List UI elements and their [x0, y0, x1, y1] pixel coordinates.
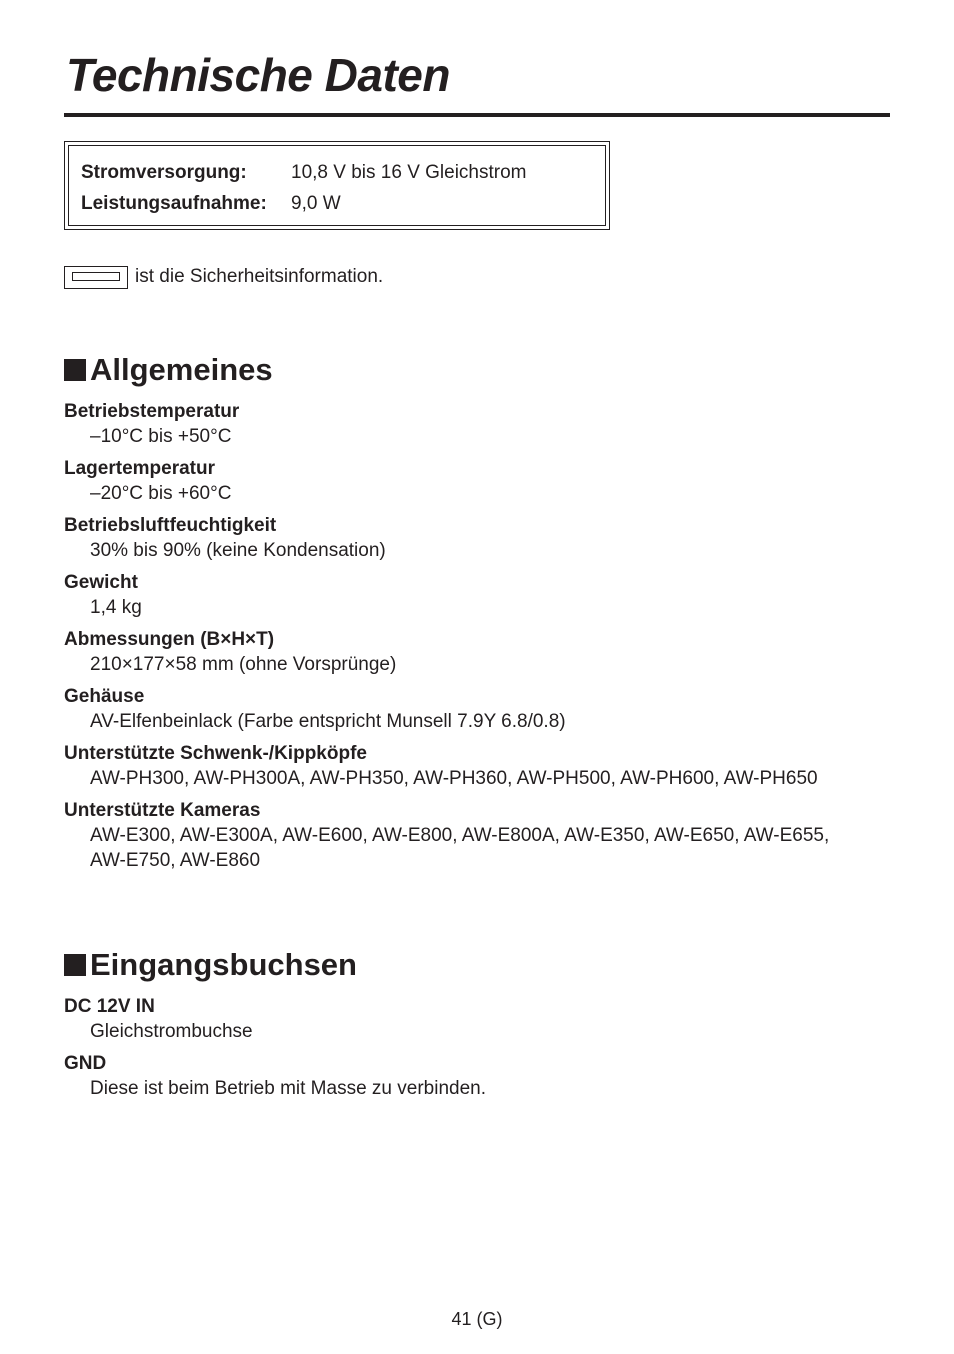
spec-row-power-supply	[81, 162, 527, 184]
page-title: Technische Daten	[66, 49, 450, 101]
spec-description: –10°C bis +50°C	[90, 426, 232, 447]
square-bullet-icon	[64, 954, 86, 976]
section-heading-text: Allgemeines	[90, 352, 273, 387]
safety-legend-text: ist die Sicherheitsinformation.	[135, 266, 384, 287]
square-bullet-icon	[64, 359, 86, 381]
spec-description: AW-E300, AW-E300A, AW-E600, AW-E800, AW-E800A, AW-E350, AW-E650, AW-E655,	[90, 825, 830, 846]
spec-term: GND	[64, 1053, 107, 1074]
spec-item	[64, 457, 904, 506]
spec-item	[64, 799, 904, 873]
spec-label: Leistungsaufnahme:	[81, 193, 267, 214]
spec-item	[64, 400, 904, 449]
spec-label: Stromversorgung:	[81, 162, 247, 183]
spec-term: Betriebstemperatur	[64, 401, 240, 422]
spec-item	[64, 1052, 904, 1101]
spec-description: Diese ist beim Betrieb mit Masse zu verbinden.	[90, 1078, 486, 1099]
spec-item	[64, 514, 904, 563]
spec-term: Abmessungen (B×H×T)	[64, 629, 275, 650]
section-heading-text: Eingangsbuchsen	[90, 947, 357, 982]
section-heading-general	[64, 352, 273, 388]
title-rule	[64, 113, 890, 117]
spec-value: 9,0 W	[291, 193, 341, 214]
spec-description: –20°C bis +60°C	[90, 483, 232, 504]
spec-description: 210×177×58 mm (ohne Vorsprünge)	[90, 654, 397, 675]
spec-term: Gehäuse	[64, 686, 145, 707]
safety-legend	[64, 264, 383, 290]
spec-description: 30% bis 90% (keine Kondensation)	[90, 540, 386, 561]
page-number: 41 (G)	[451, 1309, 503, 1329]
spec-row-power-consumption	[81, 193, 341, 215]
section-heading-inputs	[64, 947, 357, 983]
spec-description: AV-Elfenbeinlack (Farbe entspricht Munsell 7.9Y 6.8/0.8)	[90, 711, 566, 732]
spec-item	[64, 995, 904, 1044]
spec-item	[64, 571, 904, 620]
spec-description: Gleichstrombuchse	[90, 1021, 253, 1042]
spec-term: Unterstützte Schwenk-/Kippköpfe	[64, 743, 367, 764]
safety-info-box	[64, 141, 610, 230]
spec-term: Betriebsluftfeuchtigkeit	[64, 515, 277, 536]
spec-item	[64, 685, 904, 734]
spec-item	[64, 628, 904, 677]
spec-item	[64, 742, 904, 791]
spec-value: 10,8 V bis 16 V Gleichstrom	[291, 162, 527, 183]
spec-description: AW-PH300, AW-PH300A, AW-PH350, AW-PH360, AW-PH500, AW-PH600, AW-PH650	[90, 768, 818, 789]
spec-description: AW-E750, AW-E860	[90, 850, 261, 871]
spec-term: Lagertemperatur	[64, 458, 215, 479]
spec-term: Unterstützte Kameras	[64, 800, 261, 821]
safety-symbol-icon	[64, 266, 128, 289]
spec-term: DC 12V IN	[64, 996, 155, 1017]
spec-term: Gewicht	[64, 572, 138, 593]
spec-description: 1,4 kg	[90, 597, 142, 618]
